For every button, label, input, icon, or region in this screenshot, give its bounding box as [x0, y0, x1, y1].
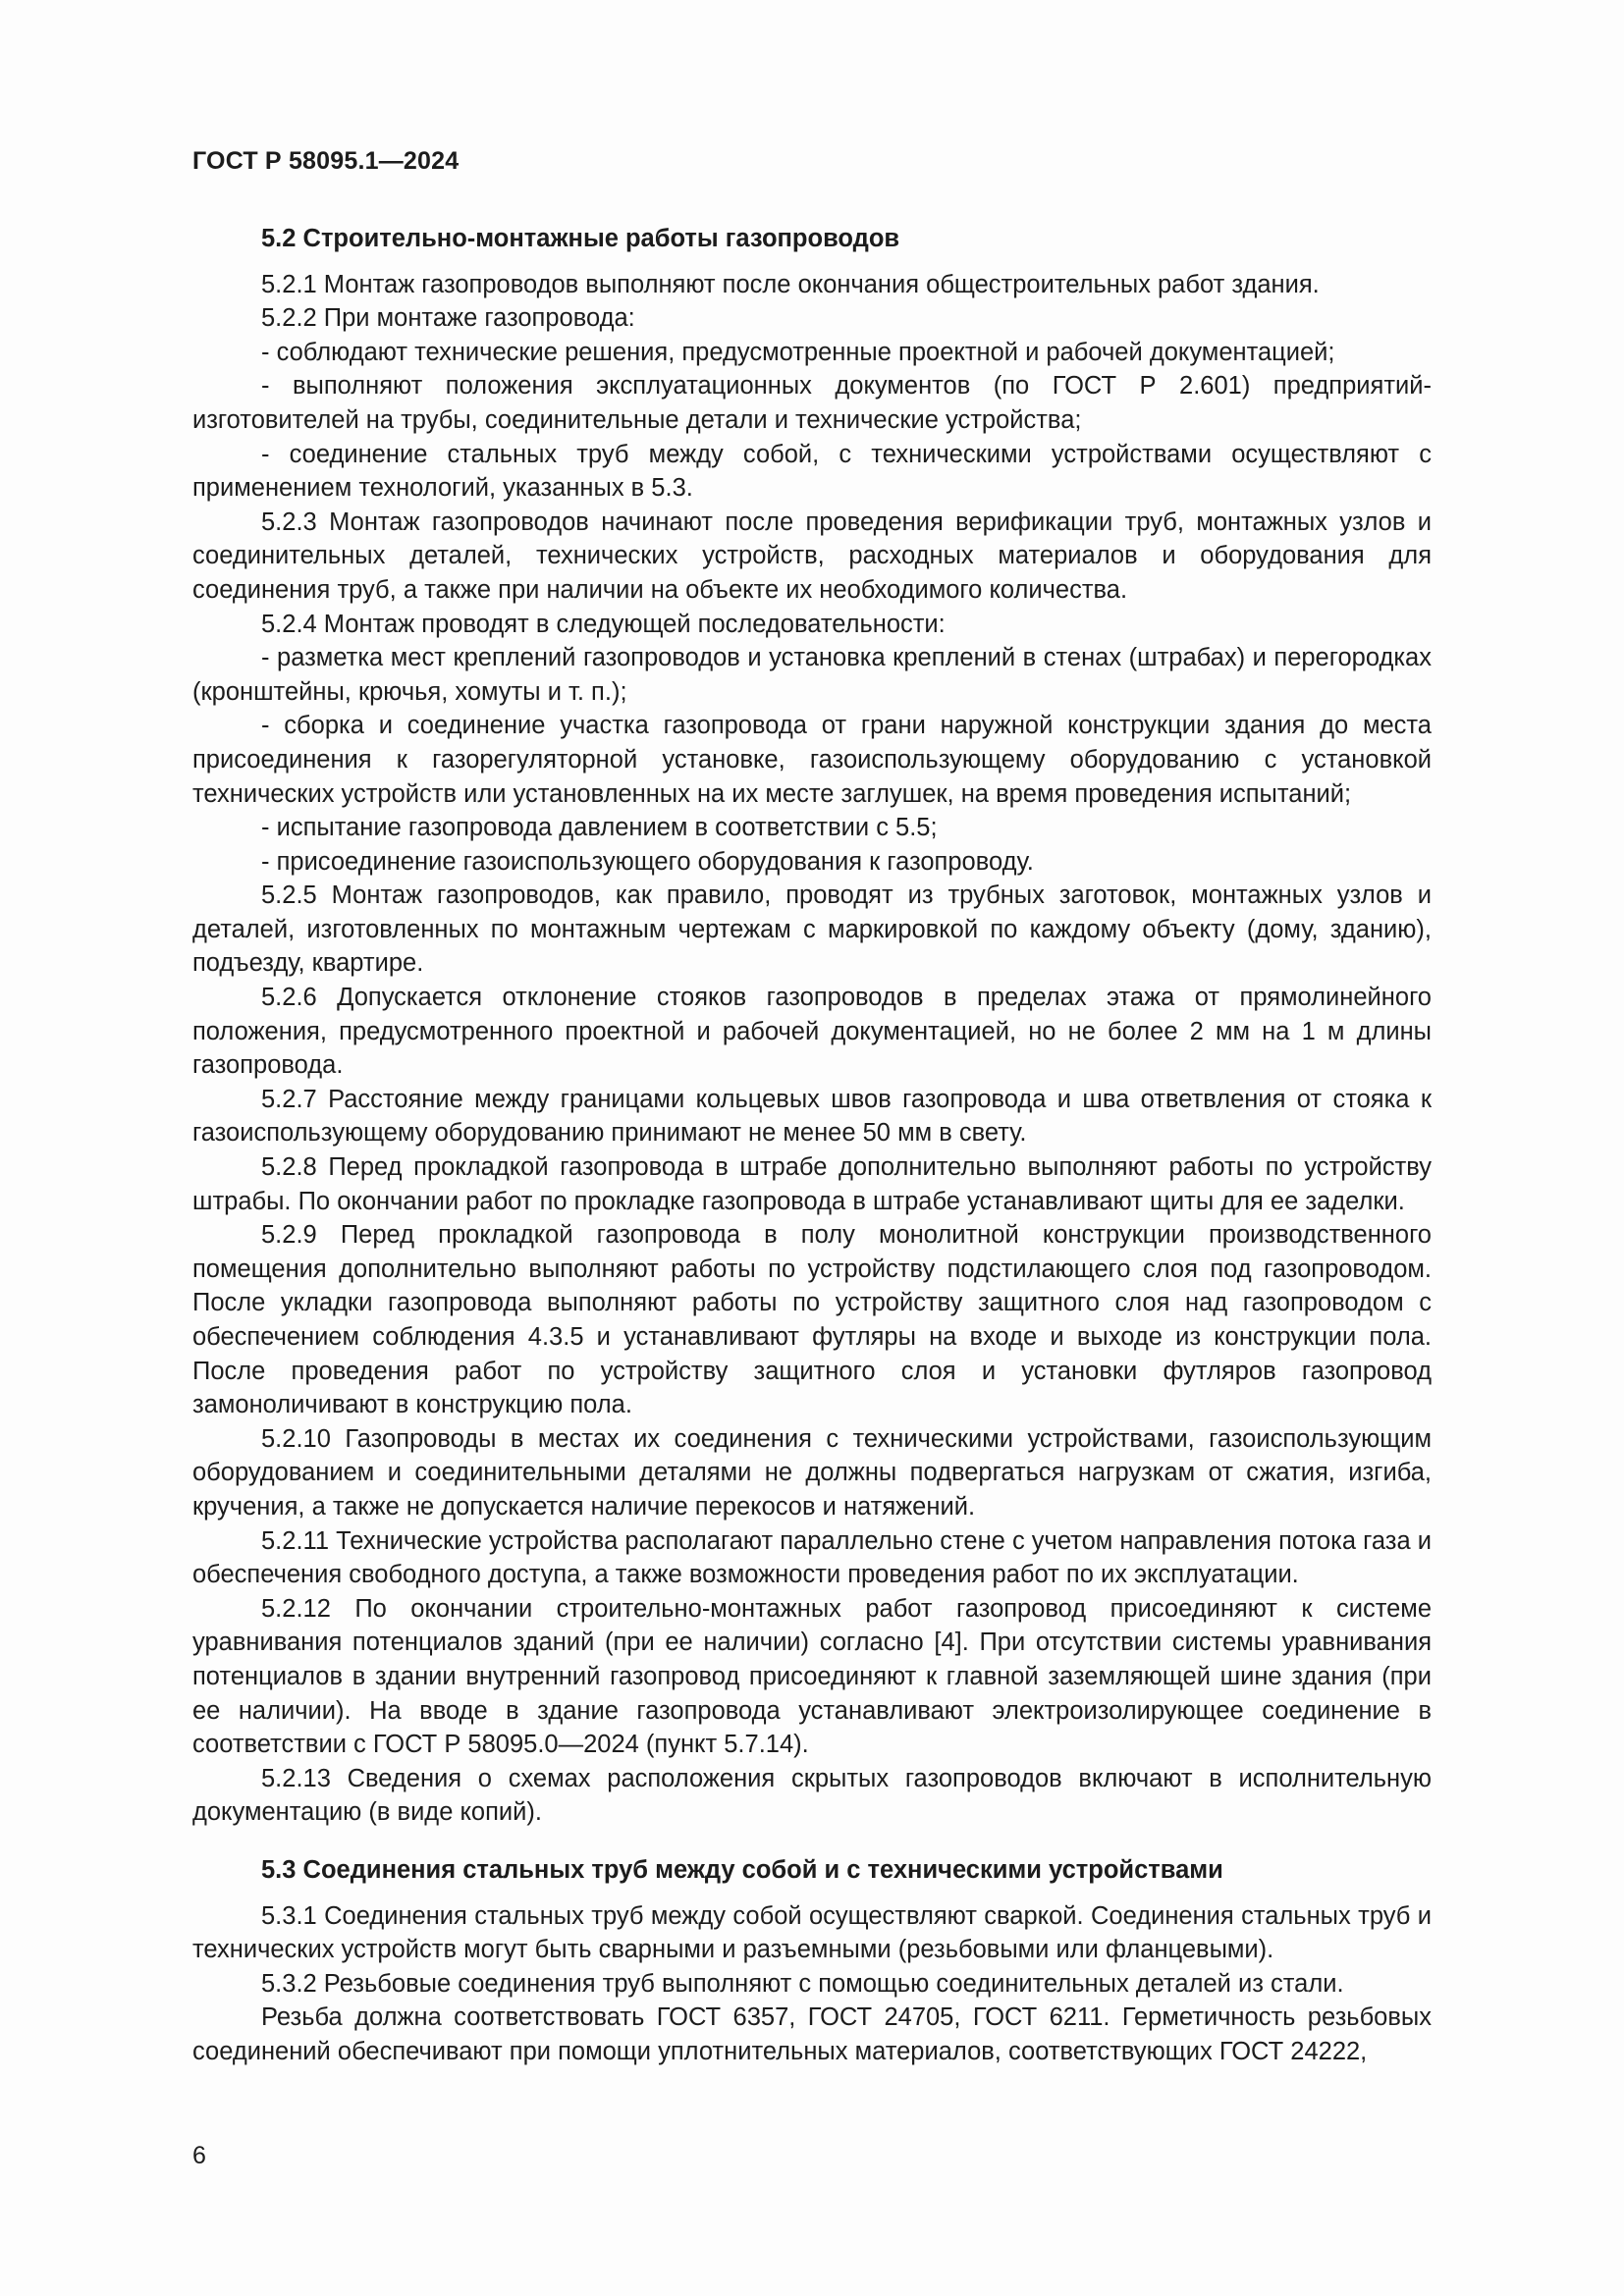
paragraph-5-2-3: 5.2.3 Монтаж газопроводов начинают после проведения верификации труб, монтажных узлов и соединительных деталей, технических устройств, расходных материалов и оборудования для соединения труб, а также при наличии на объекте их необходимого количества. [192, 507, 1432, 604]
paragraph-5-2-2: 5.2.2 При монтаже газопровода: [261, 304, 635, 333]
paragraph-5-2-5: 5.2.5 Монтаж газопроводов, как правило, проводят из трубных заготовок, монтажных узлов и деталей, изготовленных по монтажным чертежам с маркировкой по каждому объекту (дому, зданию), подъезду, квартире. [192, 881, 1432, 978]
paragraph-5-2-7: 5.2.7 Расстояние между границами кольцевых швов газопровода и шва ответвления от стояка к газоиспользующему оборудованию принимают не менее 50 мм в свету. [192, 1085, 1432, 1148]
page-number: 6 [192, 2142, 206, 2169]
list-item: - соблюдают технические решения, предусмотренные проектной и рабочей документацией; [261, 338, 1335, 366]
document-body [192, 222, 1432, 2068]
paragraph-5-2-9: 5.2.9 Перед прокладкой газопровода в полу монолитной конструкции производственного помещения дополнительно выполняют работы по устройству подстилающего слоя под газопроводом. После укладки газопровода выполняют работы по устройству защитного слоя над газопроводом с обеспечением соблюдения 4.3.5 и устанавливают футляры на входе и выходе из конструкции пола. После проведения работ по устройству защитного слоя и установки футляров газопровод замоноличивают в конструкцию пола. [192, 1221, 1432, 1419]
paragraph-5-2-6: 5.2.6 Допускается отклонение стояков газопроводов в пределах этажа от прямолинейного положения, предусмотренного проектной и рабочей документацией, но не более 2 мм на 1 м длины газопровода. [192, 984, 1432, 1080]
list-item: - выполняют положения эксплуатационных документов (по ГОСТ Р 2.601) предприятий-изготовителей на трубы, соединительные детали и технические устройства; [192, 372, 1432, 434]
list-item: - разметка мест креплений газопроводов и установка креплений в стенах (штрабах) и перегородках (кронштейны, крючья, хомуты и т. п.); [192, 644, 1432, 706]
list-item: - испытание газопровода давлением в соответствии с 5.5; [261, 814, 938, 842]
section-heading-5-3: 5.3 Соединения стальных труб между собой и с техническими устройствами [261, 1855, 1223, 1884]
paragraph-5-2-4: 5.2.4 Монтаж проводят в следующей последовательности: [261, 610, 946, 638]
paragraph-5-2-11: 5.2.11 Технические устройства располагают параллельно стене с учетом направления потока газа и обеспечения свободного доступа, а также возможности проведения работ по их эксплуатации. [192, 1526, 1432, 1589]
list-item: - сборка и соединение участка газопровода от грани наружной конструкции здания до места присоединения к газорегуляторной установке, газоиспользующему оборудованию с установкой технических устройств или установленных на их месте заглушек, на время проведения испытаний; [192, 712, 1432, 808]
paragraph-5-2-10: 5.2.10 Газопроводы в местах их соединения с техническими устройствами, газоиспользующим оборудованием и соединительными деталями не должны подвергаться нагрузкам от сжатия, изгиба, кручения, а также не допускается наличие перекосов и натяжений. [192, 1424, 1432, 1521]
paragraph-5-2-8: 5.2.8 Перед прокладкой газопровода в штрабе дополнительно выполняют работы по устройству штрабы. По окончании работ по прокладке газопровода в штрабе устанавливают щиты для ее заделки. [192, 1153, 1432, 1215]
paragraph-5-2-1: 5.2.1 Монтаж газопроводов выполняют после окончания общестроительных работ здания. [261, 270, 1320, 298]
paragraph-5-3-2-thread: Резьба должна соответствовать ГОСТ 6357, ГОСТ 24705, ГОСТ 6211. Герметичность резьбовых соединений обеспечивают при помощи уплотнительных материалов, соответствующих ГОСТ 24222, [192, 2003, 1432, 2065]
paragraph-5-3-1: 5.3.1 Соединения стальных труб между собой осуществляют сваркой. Соединения стальных труб и технических устройств могут быть сварными и разъемными (резьбовыми или фланцевыми). [192, 1901, 1432, 1964]
paragraph-5-2-13: 5.2.13 Сведения о схемах расположения скрытых газопроводов включают в исполнительную документацию (в виде копий). [192, 1764, 1432, 1827]
section-heading-5-2: 5.2 Строительно-монтажные работы газопроводов [261, 225, 900, 252]
list-item: - соединение стальных труб между собой, с техническими устройствами осуществляют с применением технологий, указанных в 5.3. [192, 440, 1432, 503]
document-header: ГОСТ Р 58095.1—2024 [192, 147, 460, 175]
paragraph-5-3-2: 5.3.2 Резьбовые соединения труб выполняют с помощью соединительных деталей из стали. [261, 1969, 1344, 1998]
list-item: - присоединение газоиспользующего оборудования к газопроводу. [261, 847, 1034, 876]
paragraph-5-2-12: 5.2.12 По окончании строительно-монтажных работ газопровод присоединяют к системе уравнивания потенциалов зданий (при ее наличии) согласно [4]. При отсутствии системы уравнивания потенциалов в здании внутренний газопровод присоединяют к главной заземляющей шине здания (при ее наличии). На вводе в здание газопровода устанавливают электроизолирующее соединение в соответствии с ГОСТ Р 58095.0—2024 (пункт 5.7.14). [192, 1594, 1432, 1759]
